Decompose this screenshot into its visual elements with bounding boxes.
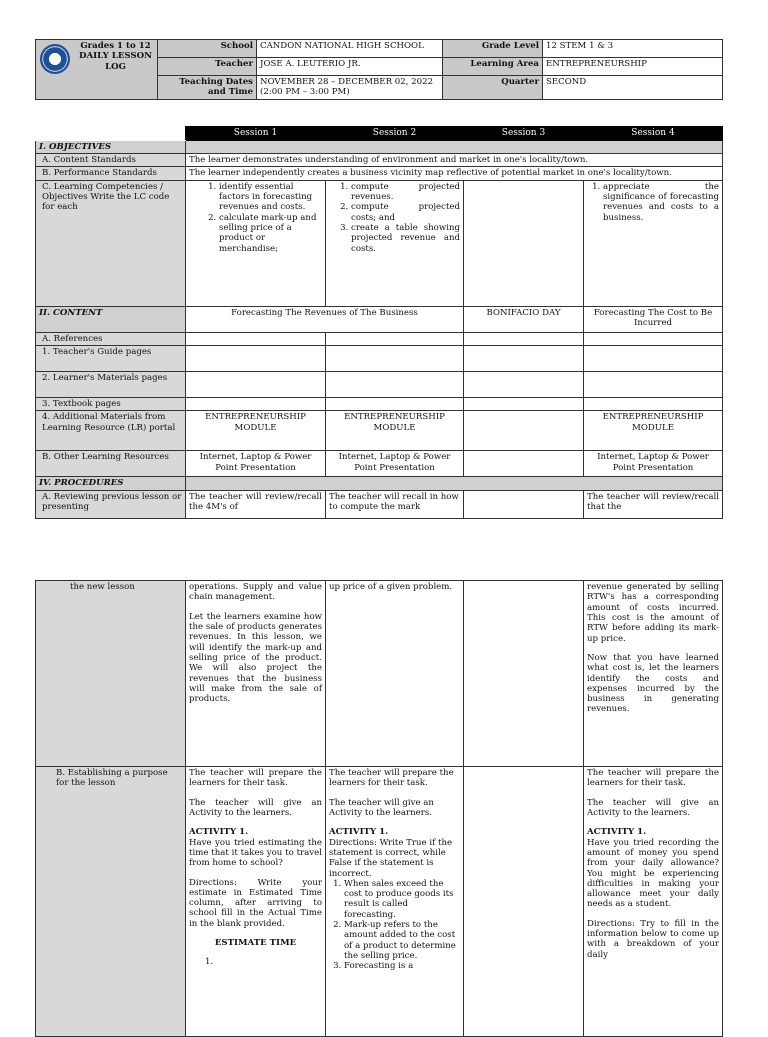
purpose-s4-directions: Directions: Try to fill in the information below to come up with a breakdown of your daily — [587, 918, 719, 960]
performance-standards-value: The learner independently creates a business vicinity map reflective of potential market in one's locality/town. — [186, 167, 723, 180]
learning-area-label: Learning Area — [443, 58, 543, 76]
learning-competencies-label: C. Learning Competencies / Objectives Write the LC code for each — [36, 180, 186, 306]
reviewing-s2: The teacher will recall in how to compute the mark — [326, 490, 464, 518]
purpose-s1-give: The teacher will give an Activity to the learners. — [189, 797, 322, 818]
purpose-label: B. Establishing a purpose for the lesson — [36, 767, 186, 1037]
references-label: A. References — [36, 332, 186, 345]
learners-materials-label: 2. Learner's Materials pages — [36, 372, 186, 398]
lc-session-4 — [584, 180, 723, 306]
purpose-s4 — [584, 767, 723, 1037]
purpose-s1-prep: The teacher will prepare the learners for their task. — [189, 768, 322, 789]
learning-area-value: ENTREPRENEURSHIP — [543, 58, 723, 76]
grades-label: Grades 1 to 12 — [80, 41, 151, 51]
dates-text: NOVEMBER 28 – DECEMBER 02, 2022 — [260, 77, 434, 87]
purpose-s2-activity: ACTIVITY 1. — [329, 827, 389, 838]
content-standards-label: A. Content Standards — [36, 154, 186, 167]
header-title-cell — [36, 40, 158, 100]
purpose-s2-prep: The teacher will prepare the learners for their task. — [329, 768, 454, 789]
additional-materials-s2: ENTREPRENEURSHIP MODULE — [326, 411, 464, 451]
reviewing-label: A. Reviewing previous lesson or presenting — [36, 490, 186, 518]
purpose-s1-estimate-time: ESTIMATE TIME — [214, 938, 297, 949]
lc-s2-item: 2. compute projected costs; and — [351, 202, 460, 223]
purpose-s2-give: The teacher will give an Activity to the learners. — [329, 797, 434, 818]
daily-lesson-log-label: DAILY LESSON LOG — [79, 51, 152, 72]
teacher-label: Teacher — [158, 58, 257, 76]
lc-s4-item: 1. appreciate the significance of forecasting revenues and costs to a business. — [603, 182, 719, 223]
new-lesson-s4-p2: Now that you have learned what cost is, let the learners identify the costs and expenses incurred by the business in generating revenues. — [587, 652, 719, 715]
session-4-header: Session 4 — [584, 127, 723, 141]
purpose-s2 — [326, 767, 464, 1037]
lesson-log-table-continued — [35, 580, 723, 1037]
content-title: II. CONTENT — [36, 306, 186, 332]
lc-session-3 — [464, 180, 584, 306]
purpose-s1-item: 1. — [205, 957, 214, 968]
purpose-s2-item: 3. Forecasting is a — [344, 961, 460, 971]
reviewing-s4: The teacher will review/recall that the — [584, 490, 723, 518]
session-1-header: Session 1 — [186, 127, 326, 141]
new-lesson-s1 — [186, 581, 326, 767]
grade-level-label: Grade Level — [443, 40, 543, 58]
lesson-log-table — [35, 126, 723, 519]
objectives-title: I. OBJECTIVES — [36, 140, 186, 153]
quarter-label: Quarter — [443, 76, 543, 100]
new-lesson-s1-p1: operations. Supply and value chain management. — [189, 582, 322, 603]
purpose-s2-directions: Directions: Write True if the statement is correct, while False if the statement is incorrect. — [329, 837, 453, 879]
textbook-pages-label: 3. Textbook pages — [36, 398, 186, 411]
other-resources-s1: Internet, Laptop & Power Point Presentation — [186, 451, 326, 477]
lc-s2-item: 3. create a table showing projected revenue and costs. — [351, 223, 460, 254]
new-lesson-s4 — [584, 581, 723, 767]
procedures-title: IV. PROCEDURES — [36, 477, 186, 490]
time-text: (2:00 PM – 3:00 PM) — [260, 87, 350, 98]
new-lesson-s1-p2: Let the learners examine how the sale of products generates revenues. In this lesson, we will identify the mark-up and selling price of the product. We will also project the revenues that the business will make from the sale of products. — [189, 611, 322, 705]
purpose-s2-item: 2. Mark-up refers to the amount added to the cost of a product to determine the selling price. — [344, 920, 460, 961]
new-lesson-s2: up price of a given problem. — [326, 581, 464, 767]
teaching-dates-value — [257, 76, 443, 100]
reviewing-s1: The teacher will review/recall the 4M's of — [186, 490, 326, 518]
lc-s1-item: 1. identify essential factors in forecasting revenues and costs. — [219, 182, 322, 213]
school-label: School — [158, 40, 257, 58]
session-3-header: Session 3 — [464, 127, 584, 141]
lc-s1-item: 2. calculate mark-up and selling price of a product or merchandise; — [219, 213, 322, 254]
quarter-value: SECOND — [543, 76, 723, 100]
purpose-s1 — [186, 767, 326, 1037]
purpose-s2-item: 1. When sales exceed the cost to produce goods its result is called forecasting. — [344, 879, 460, 920]
purpose-s1-activity: ACTIVITY 1. — [189, 827, 249, 838]
teachers-guide-label: 1. Teacher's Guide pages — [36, 346, 186, 372]
content-session-3: BONIFACIO DAY — [464, 306, 584, 332]
additional-materials-label: 4. Additional Materials from Learning Resource (LR) portal — [36, 411, 186, 451]
purpose-s4-question: Have you tried recording the amount of money you spend from your daily allowance? You might be experiencing difficulties in making your allowance meet your daily needs as a student. — [587, 837, 719, 910]
lc-s2-item: 1. compute projected revenues. — [351, 182, 460, 203]
teacher-value: JOSE A. LEUTERIO JR. — [257, 58, 443, 76]
purpose-s1-directions: Directions: Write your estimate in Estimated Time column, after arriving to school fill in the Actual Time in the blank provided. — [189, 877, 322, 929]
lc-session-2 — [326, 180, 464, 306]
purpose-s1-question: Have you tried estimating the time that it takes you to travel from home to school? — [189, 837, 322, 869]
content-session-4: Forecasting The Cost to Be Incurred — [584, 306, 723, 332]
other-resources-s2: Internet, Laptop & Power Point Presentation — [326, 451, 464, 477]
session-2-header: Session 2 — [326, 127, 464, 141]
content-standards-value: The learner demonstrates understanding of environment and market in one's locality/town. — [186, 154, 723, 167]
school-value: CANDON NATIONAL HIGH SCHOOL — [257, 40, 443, 58]
deped-seal-icon — [40, 44, 70, 74]
other-resources-label: B. Other Learning Resources — [36, 451, 186, 477]
content-session-1-2: Forecasting The Revenues of The Business — [186, 306, 464, 332]
new-lesson-s4-p1: revenue generated by selling RTW's has a corresponding amount of costs incurred. This cost is the amount of RTW before adding its mark-up price. — [587, 582, 719, 644]
additional-materials-s1: ENTREPRENEURSHIP MODULE — [186, 411, 326, 451]
grade-level-value: 12 STEM 1 & 3 — [543, 40, 723, 58]
header-table — [35, 39, 723, 100]
purpose-s4-give: The teacher will give an Activity to the learners. — [587, 797, 719, 818]
purpose-s4-activity: ACTIVITY 1. — [587, 827, 647, 838]
additional-materials-s4: ENTREPRENEURSHIP MODULE — [584, 411, 723, 451]
lc-session-1 — [186, 180, 326, 306]
purpose-s4-prep: The teacher will prepare the learners for their task. — [587, 768, 719, 789]
objectives-row — [36, 140, 723, 153]
teaching-dates-label: Teaching Dates and Time — [158, 76, 257, 100]
session-header-row — [36, 127, 723, 141]
performance-standards-label: B. Performance Standards — [36, 167, 186, 180]
other-resources-s4: Internet, Laptop & Power Point Presentation — [584, 451, 723, 477]
new-lesson-label: the new lesson — [36, 581, 186, 767]
